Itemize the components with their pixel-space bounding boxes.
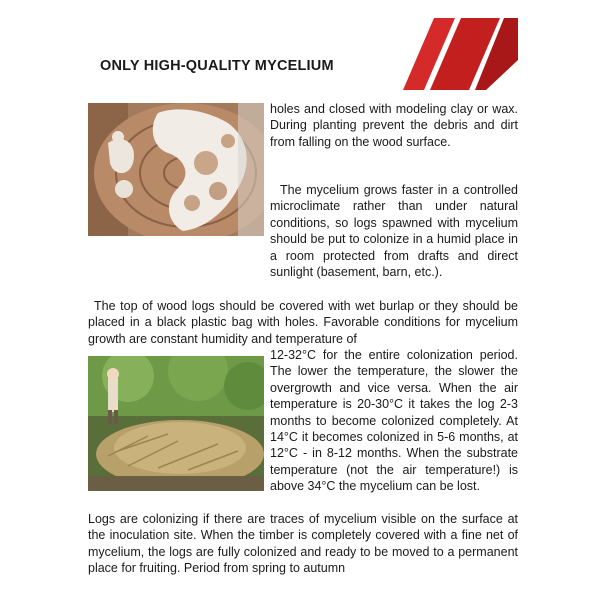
log-mycelium-photo <box>88 103 264 236</box>
paragraph-3: The top of wood logs should be covered with wet burlap or they should be placed in a black plastic bag with holes. Favorable conditions for mycelium growth are constant humidity and temperature of <box>88 299 518 346</box>
paragraph-5: Logs are colonizing if there are traces of mycelium visible on the surface at the inoculation site. When the timber is completely covered with a fine net of mycelium, the logs are fully colonized and ready to be moved to a permanent place for fruiting. Period from spring to autumn <box>88 512 518 576</box>
paragraph-1: holes and closed with modeling clay or wax. During planting prevent the debris and dirt from falling on the wood surface. <box>270 102 518 149</box>
page-title: ONLY HIGH-QUALITY MYCELIUM <box>100 58 334 74</box>
paragraph-2: The mycelium grows faster in a controlled microclimate rather than under natural conditions, so logs spawned with mycelium should be put to colonize in a humid place in a room protected from drafts and direct sunlight (basement, barn, etc.). <box>270 183 518 280</box>
paragraph-4: 12-32°C for the entire colonization period. The lower the temperature, the slower the overgrowth and vice versa. When the air temperature is 20-30°C it takes the log 2-3 months to become colonized completely. At 14°C it becomes colonized in 5-6 months, at 12°C - in 8-12 months. When the substrate temperature (not the air temperature!) is above 34°C the mycelium can be lost. <box>270 348 518 494</box>
straw-mound-garden-photo <box>88 356 264 491</box>
